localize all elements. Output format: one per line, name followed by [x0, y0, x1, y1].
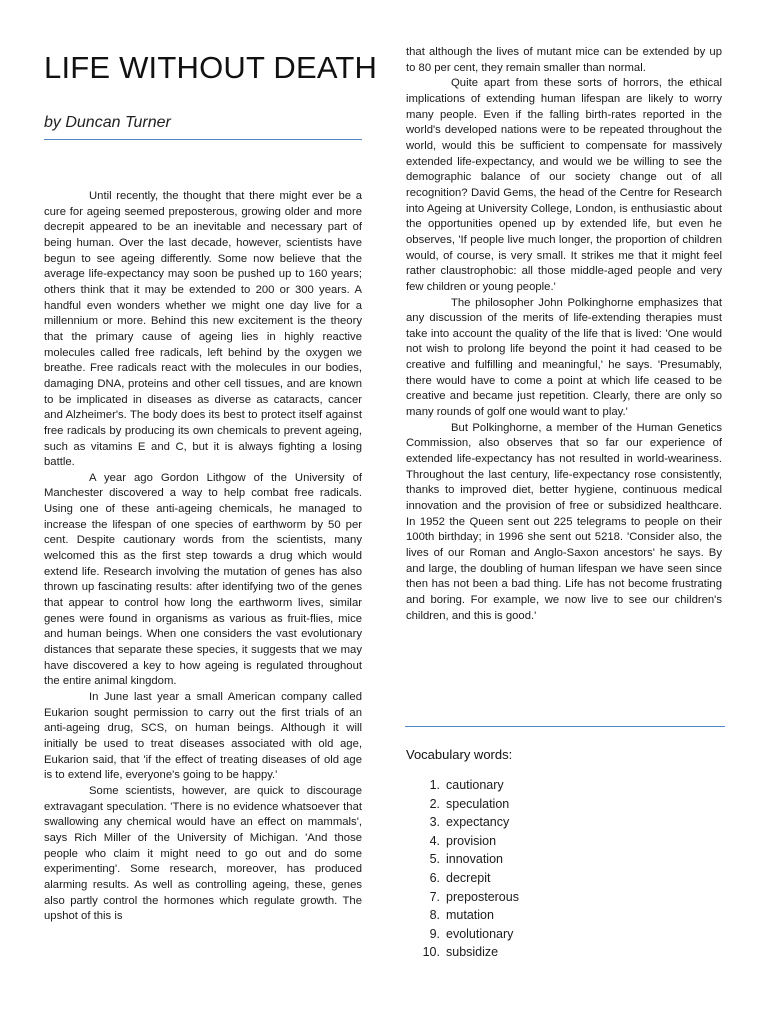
vocabulary-heading: Vocabulary words: — [406, 747, 513, 762]
vocabulary-item — [406, 943, 519, 962]
vocabulary-word: cautionary — [446, 778, 504, 792]
paragraph: But Polkinghorne, a member of the Human Genetics Commission, also observes that so far our experience of extended life-expectancy has not resulted in world-weariness. Throughout the last century, life-expectancy rose consistently, thanks to improved diet, better hygiene, continuous medical innovation and the provision of free or subsidized healthcare. In 1952 the Queen sent out 225 telegrams to people on their 100th birthday; in 1996 she sent out 5218. 'Consider also, the lives of our Roman and Anglo-Saxon ancestors' he says. By and large, the doubling of human lifespan we have seen since then has not been a bad thing. Life has not become frustrating and boring. For example, we now live to see our children's children, and this is good.' — [406, 421, 722, 622]
vocabulary-word: decrepit — [446, 870, 491, 885]
item-number: 4. — [429, 833, 440, 848]
article-title: LIFE WITHOUT DEATH — [44, 50, 378, 85]
vocabulary-word: mutation — [446, 908, 494, 923]
left-column — [44, 189, 362, 925]
paragraph: Some scientists, however, are quick to discourage extravagant speculation. 'There is no evidence whatsoever that swallowing any chemical would have an effect on mammals', says Rich Miller of the University of Michigan. 'And those people who claim it might need to go out and do some experimenting'. Some research, moreover, has produced alarming results. As well as controlling ageing, these, genes also partly control the hormones which regulate growth. The upshot of this is — [44, 784, 362, 923]
vocabulary-word: subsidize — [446, 945, 499, 960]
item-number: 5. — [429, 852, 440, 867]
paragraph: In June last year a small American company called Eukarion sought permission to carry out the first trials of an anti-ageing drug, SCS, on human beings. Although it will initially be used to treat diseases associated with old age, Eukarion said, that 'if the effect of treating diseases of old age is to extend life, everyone's going to be happy.' — [44, 691, 362, 782]
right-column — [406, 45, 722, 624]
vocabulary-word: preposterous — [446, 889, 519, 904]
article-byline: by Duncan Turner — [44, 114, 171, 131]
vocabulary-item — [406, 925, 519, 944]
vocabulary-item — [406, 869, 519, 888]
paragraph: Until recently, the thought that there might ever be a cure for ageing seemed preposterous, growing older and more decrepit appeared to be an inevitable and necessary part of being human. Over the last decade, however, scientists have begun to see ageing differently. Some now believe that the average life-expectancy may soon be pushed up to 160 years; others think that it may be extended to 200 or 300 years. A handful even wonders whether we might one day live for a millennium or more. Behind this new excitement is the theory that the primary cause of ageing lies in highly reactive molecules called free radicals, left behind by the oxygen we breathe. Free radicals react with the molecules in our bodies, damaging DNA, proteins and other cell tissues, and are known to be implicated in diseases as diverse as cataracts, cancer and Alzheimer's. The body does its best to protect itself against free radicals by producing its own chemicals to prevent ageing, such as vitamins E and C, but it is always fighting a losing battle. — [44, 190, 362, 469]
vocabulary-item — [406, 776, 519, 795]
item-number: 2. — [429, 796, 440, 811]
vocabulary-item — [406, 832, 519, 851]
vocabulary-word: expectancy — [446, 815, 510, 830]
paragraph-continued: that although the lives of mutant mice can be extended by up to 80 per cent, they remain smaller than normal. — [406, 46, 722, 74]
vocabulary-list — [406, 776, 519, 962]
paragraph: Quite apart from these sorts of horrors, the ethical implications of extending human lifespan are likely to worry many people. Even if the falling birth-rates reported in the world's developed nations were to be repeated throughout the world, would this be sufficient to compensate for massively extended life-expectancy, and would we be willing to see the demographic balance of our society change out of all recognition? David Gems, the head of the Centre for Research into Ageing at University College, London, is enthusiastic about the opportunities opened up by extended life, but even he observes, 'If people live much longer, the proportion of children would, of course, is very small. It strikes me that it might feel rather claustrophobic: all those middle-aged people and very few children or young people.' — [406, 77, 722, 293]
paragraph: A year ago Gordon Lithgow of the University of Manchester discovered a way to help combat free radicals. Using one of these anti-ageing chemicals, he managed to increase the lifespan of one species of earthworm by 50 per cent. Despite cautionary words from the scientists, many welcomed this as the first step towards a drug which would extend life. Research involving the mutation of genes has also thrown up fascinating results: after identifying two of the genes that appear to control how long the earthworm lives, similar genes were found in organisms as various as fruit-flies, mice and human beings. When one considers the vast evolutionary distances that separate these species, it suggests that we may have discovered a key to how ageing is regulated throughout the entire animal kingdom. — [44, 471, 362, 688]
item-number: 9. — [429, 926, 440, 941]
vocabulary-word: provision — [446, 833, 497, 848]
vocabulary-word: innovation — [446, 852, 503, 867]
vocabulary-word: evolutionary — [446, 926, 514, 941]
vocabulary-item — [406, 813, 519, 832]
vocabulary-divider — [405, 726, 725, 727]
item-number: 6. — [429, 870, 440, 885]
vocabulary-word: speculation — [446, 796, 510, 811]
vocabulary-item — [406, 850, 519, 869]
title-divider — [44, 139, 362, 140]
paragraph: The philosopher John Polkinghorne emphasizes that any discussion of the merits of life-extending therapies must take into account the quality of the life that is lived: 'One would not wish to prolong life beyond the point it had ceased to be creative and fulfilling and meaningful,' he says. 'Presumably, there would have to come a point at which life ceased to be creative and became just repetition. Clearly, there are only so many rounds of golf one would want to play.' — [406, 296, 722, 419]
vocabulary-item — [406, 906, 519, 925]
vocabulary-item — [406, 795, 519, 814]
item-number: 10. — [422, 945, 440, 960]
item-number: 7. — [429, 889, 440, 904]
vocabulary-item — [406, 888, 519, 907]
item-number: 3. — [429, 815, 440, 830]
item-number: 8. — [429, 908, 440, 923]
item-number: 1. — [429, 778, 440, 792]
